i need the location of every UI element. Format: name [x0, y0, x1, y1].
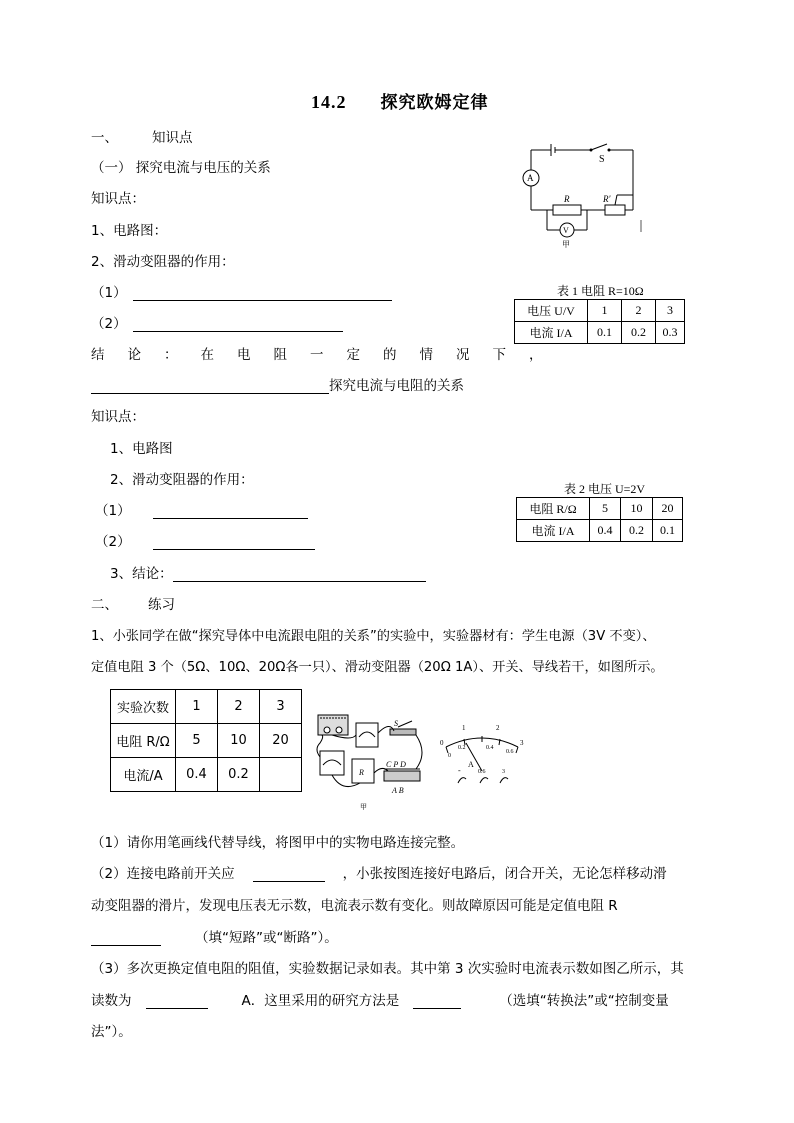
table-cell: 3	[260, 690, 302, 724]
switch-lever	[398, 721, 412, 727]
terminal-label-3: 3	[502, 769, 505, 775]
blank-label: （1）	[91, 285, 127, 301]
terminal-label-06: 0.6	[478, 769, 486, 775]
table-row	[515, 300, 685, 322]
table-cell: 2	[218, 690, 260, 724]
circuit-diagram	[515, 140, 655, 252]
table-cell: 0.2	[621, 520, 653, 542]
rheostat-label: R'	[603, 194, 611, 204]
apparatus-terminals-label: C P D	[386, 760, 406, 769]
conclusion-blank-row	[91, 374, 464, 394]
scale-end-3: 3	[520, 739, 524, 747]
terminal-06	[480, 778, 488, 783]
experiment-table	[110, 689, 302, 792]
part-text: A．这里采用的研究方法是	[241, 993, 400, 1009]
switch-state-blank[interactable]	[253, 866, 325, 882]
part-text: 读数为	[91, 993, 132, 1009]
table-cell: 电压 U/V	[515, 300, 588, 322]
resistor-label: R	[564, 194, 570, 204]
table-cell: 2	[622, 300, 656, 322]
table-row	[517, 520, 683, 542]
question-1-part-1: （1）请你用笔画线代替导线，将图甲中的实物电路连接完整。	[91, 835, 465, 851]
blank-label: （2）	[91, 316, 127, 332]
table-1-caption: 表 1 电阻 R=10Ω	[557, 284, 644, 298]
ammeter-dial	[436, 713, 528, 805]
blank-line-1[interactable]	[91, 281, 392, 301]
table-cell: 电流 I/A	[515, 322, 588, 344]
resistor-symbol	[553, 205, 581, 215]
table-cell: 实验次数	[111, 690, 176, 724]
table-cell: 20	[260, 724, 302, 758]
scale-bottom-06: 0.6	[506, 749, 514, 755]
table-cell: 0.3	[656, 322, 685, 344]
conclusion-item-2[interactable]	[110, 562, 426, 582]
title-number: 14.2	[311, 92, 347, 112]
question-1-line-2: 定值电阻 3 个（5Ω、10Ω、20Ω各一只）、滑动变阻器（20Ω 1A）、开关、导线若干，如图所示。	[91, 660, 664, 675]
subsection-voltage: （一） 探究电流与电压的关系	[91, 160, 271, 176]
knowledge-label: 知识点：	[91, 191, 145, 207]
table-2-caption: 表 2 电压 U=2V	[564, 482, 646, 496]
switch-blade	[591, 144, 607, 150]
section-label: 知识点	[152, 130, 193, 146]
table-cell: 0.4	[590, 520, 621, 542]
blank-line-4[interactable]	[95, 530, 315, 550]
diagram-caption: 甲	[562, 240, 570, 249]
table-cell: 3	[656, 300, 685, 322]
voltmeter-label: V	[563, 226, 569, 235]
table-row	[111, 758, 302, 792]
section-label: 练习	[148, 597, 175, 613]
part-text: （2）连接电路前开关应	[91, 866, 235, 882]
table-cell: 0.4	[176, 758, 218, 792]
table-cell: 电流/A	[111, 758, 176, 792]
table-cell: 1	[588, 300, 622, 322]
table-cell: 5	[176, 724, 218, 758]
fault-blank[interactable]	[91, 930, 161, 946]
subsection-resistance: 探究电流与电阻的关系	[329, 378, 464, 394]
blank-line-3[interactable]	[95, 499, 308, 519]
switch-label: S	[599, 154, 605, 165]
apparatus-illustration	[312, 713, 428, 813]
dial-unit: A	[468, 760, 474, 769]
section-heading-1	[91, 126, 193, 146]
table-row	[517, 498, 683, 520]
table-cell: 电阻 R/Ω	[111, 724, 176, 758]
method-blank[interactable]	[413, 993, 461, 1009]
question-1-part-3-line-2	[91, 989, 669, 1009]
table-row	[515, 322, 685, 344]
scale-end-0: 0	[440, 739, 444, 747]
question-1-line-1: 1、小张同学在做“探究导体中电流跟电阻的关系”的实验中，实验器材有：学生电源（3V 不变）、	[91, 629, 656, 644]
title-text: 探究欧姆定律	[380, 93, 489, 113]
part-text: （填“短路”或“断路”）。	[195, 930, 338, 946]
part-text: （选填“转换法”或“控制变量	[499, 993, 669, 1009]
rheostat-device	[384, 771, 420, 781]
reading-blank[interactable]	[146, 993, 208, 1009]
ammeter-device	[356, 723, 378, 747]
table-cell: 5	[590, 498, 621, 520]
table-row	[111, 724, 302, 758]
table-cell: 20	[653, 498, 683, 520]
terminal-label-neg: -	[458, 766, 461, 775]
blank-label: （1）	[95, 503, 131, 519]
terminal-3	[500, 778, 508, 783]
rheostat-symbol	[605, 205, 625, 215]
terminal-neg	[458, 778, 466, 783]
page-title	[311, 88, 489, 113]
scale-bottom-02: 0.2	[458, 745, 466, 751]
circuit-diagram-item-2: 1、电路图	[110, 441, 173, 457]
knowledge-label-2: 知识点：	[91, 409, 145, 425]
section-index: 二、	[91, 597, 118, 613]
conclusion-label: 3、结论：	[110, 566, 173, 582]
table-cell: 0.1	[653, 520, 683, 542]
table-cell: 1	[176, 690, 218, 724]
blank-label: （2）	[95, 534, 131, 550]
scale-top-2: 2	[496, 724, 500, 732]
table-cell: 电阻 R/Ω	[517, 498, 590, 520]
table-2	[516, 497, 683, 542]
table-cell[interactable]	[260, 758, 302, 792]
question-1-part-3-line-3: 法”）。	[91, 1024, 132, 1040]
scale-bottom-04: 0.4	[486, 745, 494, 751]
section-index: 一、	[91, 130, 118, 146]
conclusion-blank[interactable]	[91, 378, 329, 394]
rheostat-role-item-2: 2、滑动变阻器的作用：	[110, 472, 254, 488]
table-cell: 0.2	[622, 322, 656, 344]
table-cell: 0.1	[588, 322, 622, 344]
part-text: ，小张按图连接好电路后，闭合开关，无论怎样移动滑	[342, 866, 667, 882]
table-cell: 电流 I/A	[517, 520, 590, 542]
table-row	[111, 690, 302, 724]
table-cell: 10	[621, 498, 653, 520]
rheostat-slider	[615, 195, 617, 205]
blank-line-2[interactable]	[91, 312, 343, 332]
question-1-part-2-line-3	[91, 926, 338, 946]
section-heading-2	[91, 593, 175, 613]
question-1-part-2-line-2: 动变阻器的滑片，发现电压表无示数，电流表示数有变化。则故障原因可能是定值电阻 R	[91, 898, 618, 914]
table-1	[514, 299, 685, 344]
rheostat-role-item: 2、滑动变阻器的作用：	[91, 254, 235, 270]
table-cell: 0.2	[218, 758, 260, 792]
apparatus-switch-label: S	[394, 719, 398, 728]
scale-bottom-0: 0	[448, 753, 451, 759]
apparatus-resistor-label: R	[359, 768, 364, 777]
scale-top-1: 1	[462, 724, 466, 732]
voltmeter-device	[320, 751, 344, 775]
circuit-diagram-item: 1、电路图：	[91, 223, 168, 239]
apparatus-terminals-label-2: A B	[392, 786, 404, 795]
conclusion-text: 结论：在电阻一定的情况下，	[91, 347, 566, 363]
question-1-part-3-line-1: （3）多次更换定值电阻的阻值，实验数据记录如表。其中第 3 次实验时电流表示数如图乙所示，其	[91, 961, 684, 977]
ammeter-label: A	[527, 173, 534, 183]
table-cell: 10	[218, 724, 260, 758]
apparatus-caption: 甲	[360, 803, 367, 811]
question-1-part-2-line-1	[91, 862, 667, 882]
